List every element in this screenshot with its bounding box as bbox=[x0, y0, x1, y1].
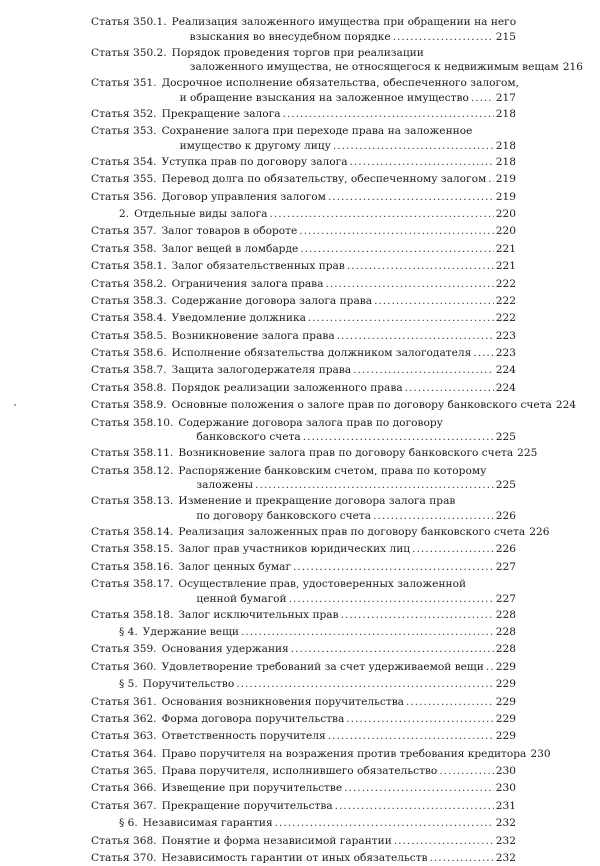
dot-leader bbox=[293, 561, 494, 574]
toc-title-line: Права поручителя, исполнившего обязательство bbox=[161, 765, 438, 778]
toc-label: Статья 366. bbox=[91, 782, 157, 795]
toc-title-line: Залог ценных бумаг bbox=[178, 560, 292, 573]
toc-page-number: 227 bbox=[495, 592, 516, 605]
toc-title-line: Осуществление прав, удостоверенных заложенной bbox=[178, 577, 467, 590]
toc-entry bbox=[91, 275, 516, 292]
toc-label: Статья 358.12. bbox=[91, 464, 174, 477]
toc-label: Статья 358.13. bbox=[91, 495, 174, 508]
toc-entry bbox=[91, 13, 516, 44]
toc-entry bbox=[91, 523, 550, 540]
dot-leader bbox=[439, 765, 493, 778]
scan-speck bbox=[14, 404, 16, 406]
dot-leader bbox=[283, 108, 494, 121]
toc-page-number: 219 bbox=[495, 190, 516, 203]
toc-label: § 5. bbox=[119, 678, 138, 691]
dot-leader bbox=[393, 31, 494, 44]
dot-leader bbox=[328, 730, 494, 743]
toc-page-number: 230 bbox=[530, 747, 551, 760]
toc-label: Статья 361. bbox=[91, 695, 157, 708]
toc-page-number: 217 bbox=[495, 91, 516, 104]
toc-label: Статья 358.16. bbox=[91, 560, 174, 573]
table-of-contents bbox=[91, 13, 583, 866]
toc-title-line: Залог вещей в ломбарде bbox=[161, 242, 299, 255]
toc-label: Статья 358.7. bbox=[91, 364, 167, 377]
toc-page-number: 218 bbox=[495, 155, 516, 168]
dot-leader bbox=[255, 479, 494, 492]
toc-page-number: 225 bbox=[495, 431, 516, 444]
toc-title-line: банковского счета bbox=[196, 431, 301, 444]
toc-title-line: Содержание договора залога прав по договору bbox=[178, 416, 443, 429]
toc-title-line: Ограничения залога права bbox=[171, 277, 324, 290]
toc-entry bbox=[91, 44, 583, 75]
toc-page-number: 221 bbox=[495, 260, 516, 273]
toc-label: Статья 370. bbox=[91, 852, 157, 865]
toc-title-line: Реализация заложенного имущества при обращении на него bbox=[171, 16, 517, 28]
dot-leader bbox=[275, 817, 494, 830]
dot-leader bbox=[486, 661, 494, 674]
toc-label: Статья 357. bbox=[91, 225, 157, 238]
toc-page-number: 218 bbox=[495, 107, 516, 120]
toc-page-number: 232 bbox=[495, 834, 516, 847]
toc-page-number: 229 bbox=[495, 695, 516, 708]
dot-leader bbox=[289, 593, 494, 606]
toc-entry bbox=[91, 832, 516, 849]
dot-leader bbox=[308, 312, 494, 325]
toc-label: Статья 358.8. bbox=[91, 381, 167, 394]
toc-page-number: 232 bbox=[495, 852, 516, 865]
dot-leader bbox=[430, 852, 494, 865]
toc-title-line: Исполнение обязательства должником залогодателя bbox=[171, 347, 472, 360]
toc-label: Статья 358.15. bbox=[91, 543, 174, 556]
toc-title-line: взыскания во внесудебном порядке bbox=[189, 30, 391, 43]
toc-title-line: ценной бумагой bbox=[196, 592, 287, 605]
toc-label: § 4. bbox=[119, 625, 138, 638]
toc-entry bbox=[91, 575, 516, 606]
toc-page-number: 220 bbox=[495, 207, 516, 220]
toc-label: Статья 359. bbox=[91, 643, 157, 656]
dot-leader bbox=[405, 382, 494, 395]
toc-title-line: Удержание вещи bbox=[142, 625, 239, 638]
toc-label: Статья 358. bbox=[91, 242, 157, 255]
toc-entry bbox=[91, 710, 516, 727]
toc-page-number: 226 bbox=[529, 525, 550, 538]
toc-title-line: Ответственность поручителя bbox=[161, 730, 326, 743]
dot-leader bbox=[291, 643, 494, 656]
toc-page-number: 224 bbox=[495, 364, 516, 377]
toc-title-line: Защита залогодержателя права bbox=[171, 364, 352, 377]
toc-section-entry bbox=[91, 205, 516, 222]
toc-title-line: Возникновение залога права bbox=[171, 329, 335, 342]
toc-label: Статья 358.10. bbox=[91, 416, 174, 429]
toc-page-number: 215 bbox=[495, 30, 516, 43]
dot-leader bbox=[299, 225, 493, 238]
toc-entry bbox=[91, 745, 551, 762]
toc-title-line: Независимая гарантия bbox=[142, 817, 273, 830]
toc-page-number: 224 bbox=[495, 381, 516, 394]
dot-leader bbox=[341, 609, 494, 622]
toc-title-line: по договору банковского счета bbox=[196, 509, 372, 522]
toc-entry bbox=[91, 849, 516, 866]
toc-title-line: Реализация заложенных прав по договору банковского счета bbox=[178, 525, 526, 538]
toc-page-number: 218 bbox=[495, 139, 516, 152]
toc-page-number: 225 bbox=[495, 479, 516, 492]
toc-label: Статья 358.18. bbox=[91, 608, 174, 621]
toc-entry bbox=[91, 658, 516, 675]
toc-page-number: 229 bbox=[495, 730, 516, 743]
dot-leader bbox=[412, 543, 494, 556]
toc-title-line: Порядок проведения торгов при реализации bbox=[171, 46, 424, 59]
toc-title-line: Основные положения о залоге прав по договору банковского счета bbox=[171, 399, 552, 412]
toc-title-line: заложены bbox=[196, 479, 254, 492]
toc-title-line: Порядок реализации заложенного права bbox=[171, 381, 403, 394]
toc-section-entry bbox=[91, 814, 516, 831]
toc-entry bbox=[91, 396, 577, 413]
toc-entry bbox=[91, 492, 516, 523]
toc-title-line: Залог исключительных прав bbox=[178, 608, 339, 621]
toc-label: Статья 368. bbox=[91, 834, 157, 847]
toc-entry bbox=[91, 762, 516, 779]
toc-entry bbox=[91, 414, 516, 445]
toc-page-number: 229 bbox=[495, 660, 516, 673]
toc-entry bbox=[91, 153, 516, 170]
toc-entry bbox=[91, 240, 516, 257]
toc-label: Статья 356. bbox=[91, 190, 157, 203]
toc-entry bbox=[91, 727, 516, 744]
toc-title-line: Понятие и форма независимой гарантии bbox=[161, 834, 392, 847]
toc-title-line: Прекращение залога bbox=[161, 107, 281, 120]
toc-page-number: 232 bbox=[495, 817, 516, 830]
toc-entry bbox=[91, 640, 516, 657]
toc-page-number: 228 bbox=[495, 608, 516, 621]
toc-title-line: Удовлетворение требований за счет удерживаемой вещи bbox=[161, 660, 484, 673]
toc-title-line: Договор управления залогом bbox=[161, 190, 326, 203]
toc-label: 2. bbox=[119, 207, 130, 220]
dot-leader bbox=[488, 173, 494, 186]
dot-leader bbox=[353, 364, 494, 377]
toc-page-number: 228 bbox=[495, 643, 516, 656]
toc-page-number: 223 bbox=[495, 347, 516, 360]
toc-title-line: Распоряжение банковским счетом, права по которому bbox=[178, 464, 487, 477]
toc-page-number: 222 bbox=[495, 277, 516, 290]
dot-leader bbox=[270, 208, 494, 221]
toc-entry bbox=[91, 122, 516, 153]
toc-title-line: и обращение взыскания на заложенное имущество bbox=[179, 91, 469, 104]
toc-entry bbox=[91, 188, 516, 205]
toc-title-line: Уступка прав по договору залога bbox=[161, 155, 348, 168]
toc-label: § 6. bbox=[119, 817, 138, 830]
toc-entry bbox=[91, 74, 520, 105]
toc-title-line: Залог обязательственных прав bbox=[171, 260, 345, 273]
toc-label: Статья 358.17. bbox=[91, 577, 174, 590]
toc-entry bbox=[91, 361, 516, 378]
dot-leader bbox=[346, 713, 493, 726]
toc-entry bbox=[91, 444, 538, 461]
toc-title-line: Содержание договора залога права bbox=[171, 294, 373, 307]
toc-entry bbox=[91, 797, 516, 814]
toc-entry bbox=[91, 170, 516, 187]
toc-label: Статья 358.9. bbox=[91, 399, 167, 412]
toc-entry bbox=[91, 540, 516, 557]
toc-page-number: 222 bbox=[495, 312, 516, 325]
toc-label: Статья 360. bbox=[91, 660, 157, 673]
dot-leader bbox=[335, 800, 494, 813]
toc-label: Статья 354. bbox=[91, 155, 157, 168]
dot-leader bbox=[303, 431, 494, 444]
toc-title-line: Изменение и прекращение договора залога прав bbox=[178, 495, 456, 508]
toc-entry bbox=[91, 222, 516, 239]
toc-page-number: 230 bbox=[495, 782, 516, 795]
toc-title-line: Поручительство bbox=[142, 678, 235, 691]
toc-title-line: Независимость гарантии от иных обязательств bbox=[161, 852, 428, 865]
toc-label: Статья 352. bbox=[91, 107, 157, 120]
toc-entry bbox=[91, 327, 516, 344]
toc-page-number: 230 bbox=[495, 765, 516, 778]
toc-label: Статья 363. bbox=[91, 730, 157, 743]
dot-leader bbox=[350, 156, 494, 169]
toc-page-number: 222 bbox=[495, 294, 516, 307]
toc-title-line: Залог прав участников юридических лиц bbox=[178, 543, 411, 556]
toc-entry bbox=[91, 693, 516, 710]
toc-label: Статья 358.1. bbox=[91, 260, 167, 273]
toc-label: Статья 367. bbox=[91, 799, 157, 812]
toc-label: Статья 362. bbox=[91, 712, 157, 725]
toc-title-line: заложенного имущества, не относящегося к недвижимым вещам bbox=[189, 61, 559, 74]
toc-entry bbox=[91, 309, 516, 326]
toc-page-number: 220 bbox=[495, 225, 516, 238]
toc-title-line: Право поручителя на возражения против требования кредитора bbox=[161, 747, 527, 760]
toc-page-number: 219 bbox=[495, 173, 516, 186]
dot-leader bbox=[241, 626, 494, 639]
toc-entry bbox=[91, 292, 516, 309]
toc-entry bbox=[91, 257, 516, 274]
toc-label: Статья 353. bbox=[91, 125, 157, 138]
toc-entry bbox=[91, 779, 516, 796]
toc-page-number: 224 bbox=[555, 399, 577, 412]
toc-label: Статья 358.3. bbox=[91, 294, 167, 307]
dot-leader bbox=[394, 835, 494, 848]
toc-label: Статья 365. bbox=[91, 765, 157, 778]
dot-leader bbox=[406, 696, 494, 709]
toc-label: Статья 358.2. bbox=[91, 277, 167, 290]
dot-leader bbox=[373, 510, 494, 523]
toc-entry bbox=[91, 105, 516, 122]
toc-title-line: имущество к другому лицу bbox=[179, 139, 331, 152]
dot-leader bbox=[347, 260, 494, 273]
toc-title-line: Основания возникновения поручительства bbox=[161, 695, 404, 708]
dot-leader bbox=[471, 92, 494, 105]
toc-label: Статья 355. bbox=[91, 173, 157, 186]
toc-page-number: 229 bbox=[495, 712, 516, 725]
toc-section-entry bbox=[91, 675, 516, 692]
toc-label: Статья 351. bbox=[91, 77, 157, 90]
toc-label: Статья 358.14. bbox=[91, 525, 174, 538]
toc-page-number: 229 bbox=[495, 678, 516, 691]
toc-page-number: 216 bbox=[562, 61, 583, 74]
toc-title-line: Возникновение залога прав по договору банковского счета bbox=[178, 447, 514, 460]
toc-entry bbox=[91, 344, 516, 361]
toc-label: Статья 350.1. bbox=[91, 16, 167, 28]
toc-section-entry bbox=[91, 623, 516, 640]
dot-leader bbox=[333, 140, 494, 153]
toc-title-line: Досрочное исполнение обязательства, обеспеченного залогом, bbox=[161, 77, 520, 90]
toc-page-number: 228 bbox=[495, 625, 516, 638]
dot-leader bbox=[374, 295, 494, 308]
dot-leader bbox=[325, 278, 493, 291]
toc-title-line: Залог товаров в обороте bbox=[161, 225, 298, 238]
toc-label: Статья 350.2. bbox=[91, 46, 167, 59]
toc-entry bbox=[91, 606, 516, 623]
toc-title-line: Уведомление должника bbox=[171, 312, 306, 325]
toc-label: Статья 364. bbox=[91, 747, 157, 760]
dot-leader bbox=[337, 330, 494, 343]
toc-page-number: 226 bbox=[495, 509, 516, 522]
toc-page-number: 231 bbox=[495, 799, 516, 812]
toc-title-line: Основания удержания bbox=[161, 643, 289, 656]
toc-label: Статья 358.4. bbox=[91, 312, 167, 325]
toc-page-number: 225 bbox=[517, 447, 538, 460]
toc-label: Статья 358.6. bbox=[91, 347, 167, 360]
toc-entry bbox=[91, 558, 516, 575]
dot-leader bbox=[328, 191, 494, 204]
toc-title-line: Перевод долга по обязательству, обеспеченному залогом bbox=[161, 173, 487, 186]
dot-leader bbox=[236, 678, 494, 691]
toc-page-number: 221 bbox=[495, 242, 516, 255]
toc-page-number: 223 bbox=[495, 329, 516, 342]
toc-title-line: Извещение при поручительстве bbox=[161, 782, 343, 795]
toc-label: Статья 358.11. bbox=[91, 447, 174, 460]
toc-title-line: Сохранение залога при переходе права на заложенное bbox=[161, 125, 473, 138]
toc-title-line: Прекращение поручительства bbox=[161, 799, 333, 812]
toc-entry bbox=[91, 379, 516, 396]
toc-title-line: Отдельные виды залога bbox=[134, 207, 268, 220]
toc-title-line: Форма договора поручительства bbox=[161, 712, 345, 725]
dot-leader bbox=[473, 347, 493, 360]
toc-label: Статья 358.5. bbox=[91, 329, 167, 342]
dot-leader bbox=[344, 782, 494, 795]
toc-page-number: 227 bbox=[495, 560, 516, 573]
dot-leader bbox=[300, 243, 494, 256]
toc-page-number: 226 bbox=[495, 543, 516, 556]
toc-entry bbox=[91, 462, 516, 493]
